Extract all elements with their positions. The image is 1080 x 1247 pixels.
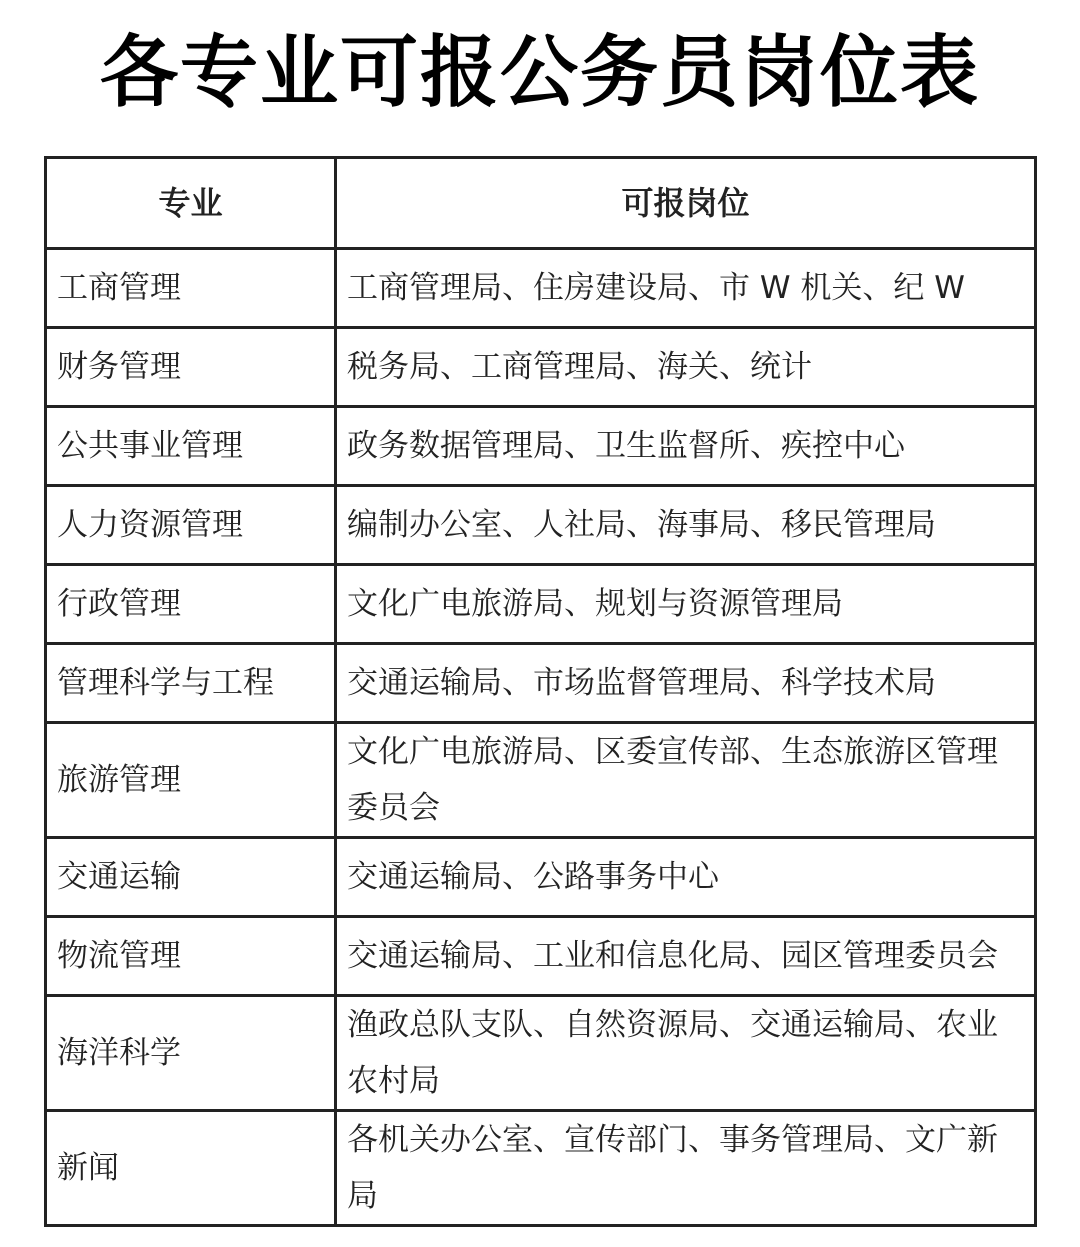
table-row: [46, 996, 1036, 1111]
positions-cell: 政务数据管理局、卫生监督所、疾控中心: [336, 407, 1036, 486]
table-row: [46, 328, 1036, 407]
major-cell: 管理科学与工程: [46, 644, 336, 723]
major-cell: 财务管理: [46, 328, 336, 407]
page-title: 各专业可报公务员岗位表: [99, 28, 980, 118]
positions-cell: 编制办公室、人社局、海事局、移民管理局: [336, 486, 1036, 565]
table-row: [46, 565, 1036, 644]
major-cell: 公共事业管理: [46, 407, 336, 486]
major-cell: 新闻: [46, 1111, 336, 1226]
positions-cell: 交通运输局、公路事务中心: [336, 838, 1036, 917]
table-row: [46, 723, 1036, 838]
positions-cell: 税务局、工商管理局、海关、统计: [336, 328, 1036, 407]
positions-cell: 渔政总队支队、自然资源局、交通运输局、农业农村局: [336, 996, 1036, 1111]
table-row: [46, 644, 1036, 723]
positions-cell: 交通运输局、市场监督管理局、科学技术局: [336, 644, 1036, 723]
table-row: [46, 486, 1036, 565]
positions-cell: 交通运输局、工业和信息化局、园区管理委员会: [336, 917, 1036, 996]
positions-cell: 文化广电旅游局、规划与资源管理局: [336, 565, 1036, 644]
header-major: 专业: [46, 158, 336, 249]
major-cell: 交通运输: [46, 838, 336, 917]
major-cell: 旅游管理: [46, 723, 336, 838]
table-row: [46, 1111, 1036, 1226]
major-cell: 人力资源管理: [46, 486, 336, 565]
major-cell: 行政管理: [46, 565, 336, 644]
table-row: [46, 917, 1036, 996]
table-header-row: [46, 158, 1036, 249]
major-cell: 海洋科学: [46, 996, 336, 1111]
table-row: [46, 407, 1036, 486]
positions-cell: 各机关办公室、宣传部门、事务管理局、文广新局: [336, 1111, 1036, 1226]
major-cell: 工商管理: [46, 249, 336, 328]
major-cell: 物流管理: [46, 917, 336, 996]
positions-table: [44, 156, 1037, 1227]
table-row: [46, 838, 1036, 917]
table-row: [46, 249, 1036, 328]
header-positions: 可报岗位: [336, 158, 1036, 249]
positions-cell: 文化广电旅游局、区委宣传部、生态旅游区管理委员会: [336, 723, 1036, 838]
positions-cell: 工商管理局、住房建设局、市 W 机关、纪 W: [336, 249, 1036, 328]
